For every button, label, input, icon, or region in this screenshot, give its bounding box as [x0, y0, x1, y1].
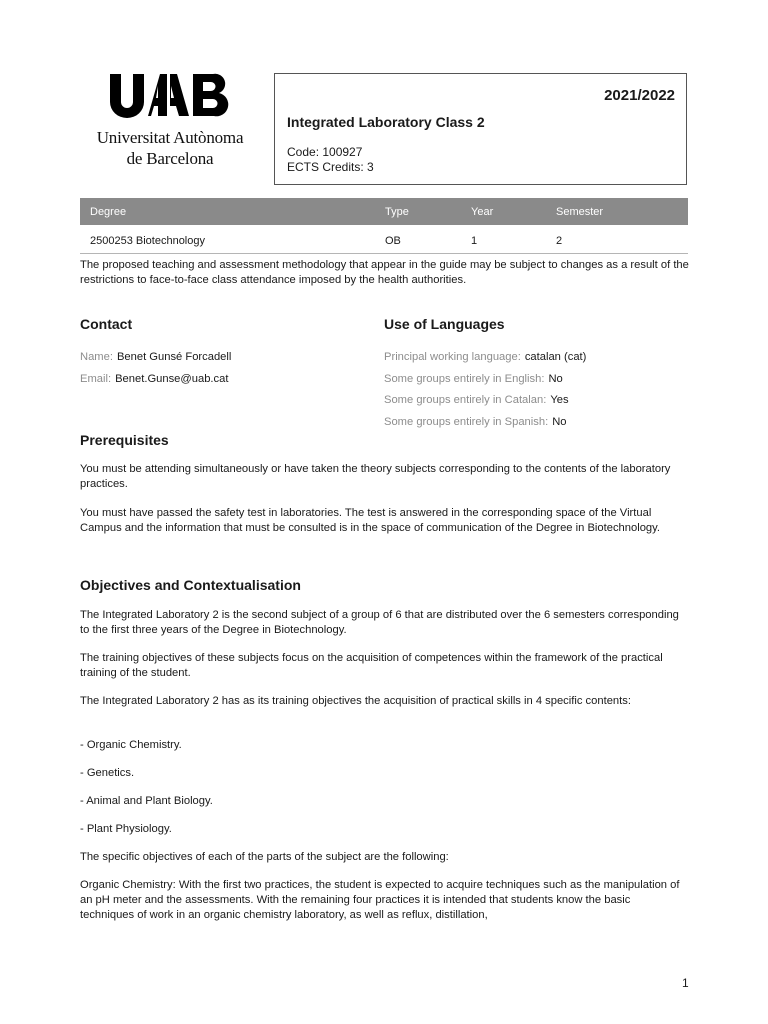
- language-label: Principal working language:: [384, 351, 521, 363]
- contact-name-value: Benet Gunsé Forcadell: [116, 351, 232, 363]
- column-degree: Degree: [90, 206, 127, 218]
- language-value: catalan (cat): [524, 351, 587, 363]
- contact-heading: Contact: [80, 316, 133, 332]
- list-item: - Plant Physiology.: [80, 823, 172, 835]
- contact-email-label: Email:: [80, 373, 112, 385]
- objectives-paragraph: The specific objectives of each of the parts of the subject are the following:: [80, 851, 449, 863]
- language-label: Some groups entirely in English:: [384, 373, 545, 385]
- degree-table: [80, 198, 688, 254]
- cell-type: OB: [385, 235, 401, 247]
- page-number: 1: [682, 976, 689, 990]
- column-type: Type: [385, 206, 409, 218]
- degree-table-header: [80, 198, 688, 225]
- objectives-paragraph: The training objectives of these subjects focus on the acquisition of competences within the framework of the practical training of the student.: [80, 652, 663, 679]
- language-item: [384, 394, 569, 406]
- subject-header-box: [274, 73, 687, 185]
- contact-email-value[interactable]: Benet.Gunse@uab.cat: [115, 373, 229, 385]
- objectives-heading: Objectives and Contextualisation: [80, 577, 301, 593]
- prerequisites-heading: Prerequisites: [80, 432, 169, 448]
- subject-title: Integrated Laboratory Class 2: [287, 114, 485, 130]
- uab-wordmark-logo: [108, 72, 230, 118]
- language-value: No: [552, 416, 567, 428]
- uab-logo: [78, 72, 268, 172]
- cell-semester: 2: [556, 235, 563, 247]
- university-name-line1: Universitat Autònoma: [96, 128, 244, 147]
- prerequisites-paragraph: You must be attending simultaneously or have taken the theory subjects corresponding to the contents of the laboratory practices.: [80, 463, 671, 490]
- list-item: - Organic Chemistry.: [80, 739, 182, 751]
- methodology-notice: The proposed teaching and assessment methodology that appear in the guide may be subject to changes as a result of the restrictions to face-to-face class attendance imposed by the health authorities.: [80, 259, 689, 286]
- objectives-paragraph: The Integrated Laboratory 2 is the second subject of a group of 6 that are distributed over the 6 semesters corresponding to the first three years of the Degree in Biotechnology.: [80, 609, 679, 636]
- contact-name: [80, 351, 231, 363]
- list-item: - Genetics.: [80, 767, 135, 779]
- objectives-paragraph: The Integrated Laboratory 2 has as its training objectives the acquisition of practical skills in 4 specific contents:: [80, 695, 631, 707]
- language-value: No: [548, 373, 563, 385]
- subject-code: Code: 100927: [287, 145, 363, 159]
- language-item: [384, 373, 563, 385]
- language-label: Some groups entirely in Spanish:: [384, 416, 549, 428]
- university-name: [78, 127, 262, 169]
- language-value: Yes: [550, 394, 569, 406]
- languages-heading: Use of Languages: [384, 316, 505, 332]
- language-item: [384, 416, 567, 428]
- cell-year: 1: [471, 235, 478, 247]
- table-row: [80, 225, 688, 254]
- contact-name-label: Name:: [80, 351, 113, 363]
- university-name-line2: de Barcelona: [126, 149, 214, 168]
- column-semester: Semester: [556, 206, 604, 218]
- contact-email: [80, 373, 228, 385]
- objectives-paragraph: Organic Chemistry: With the first two practices, the student is expected to acquire techniques such as the manipulation of an pH meter and the assessments. With the remaining four practices it is intended that students know the basic techniques of work in an organic chemistry laboratory, as well as reflux, distillation,: [80, 879, 680, 921]
- ects-credits: ECTS Credits: 3: [287, 160, 374, 174]
- language-label: Some groups entirely in Catalan:: [384, 394, 547, 406]
- cell-degree: 2500253 Biotechnology: [90, 235, 205, 247]
- list-item: - Animal and Plant Biology.: [80, 795, 213, 807]
- prerequisites-paragraph: You must have passed the safety test in laboratories. The test is answered in the corresponding space of the Virtual Campus and the information that must be consulted is in the space of communication of the Degree in Biotechnology.: [80, 507, 661, 534]
- academic-year: 2021/2022: [604, 87, 675, 104]
- language-item: [384, 351, 586, 363]
- column-year: Year: [471, 206, 494, 218]
